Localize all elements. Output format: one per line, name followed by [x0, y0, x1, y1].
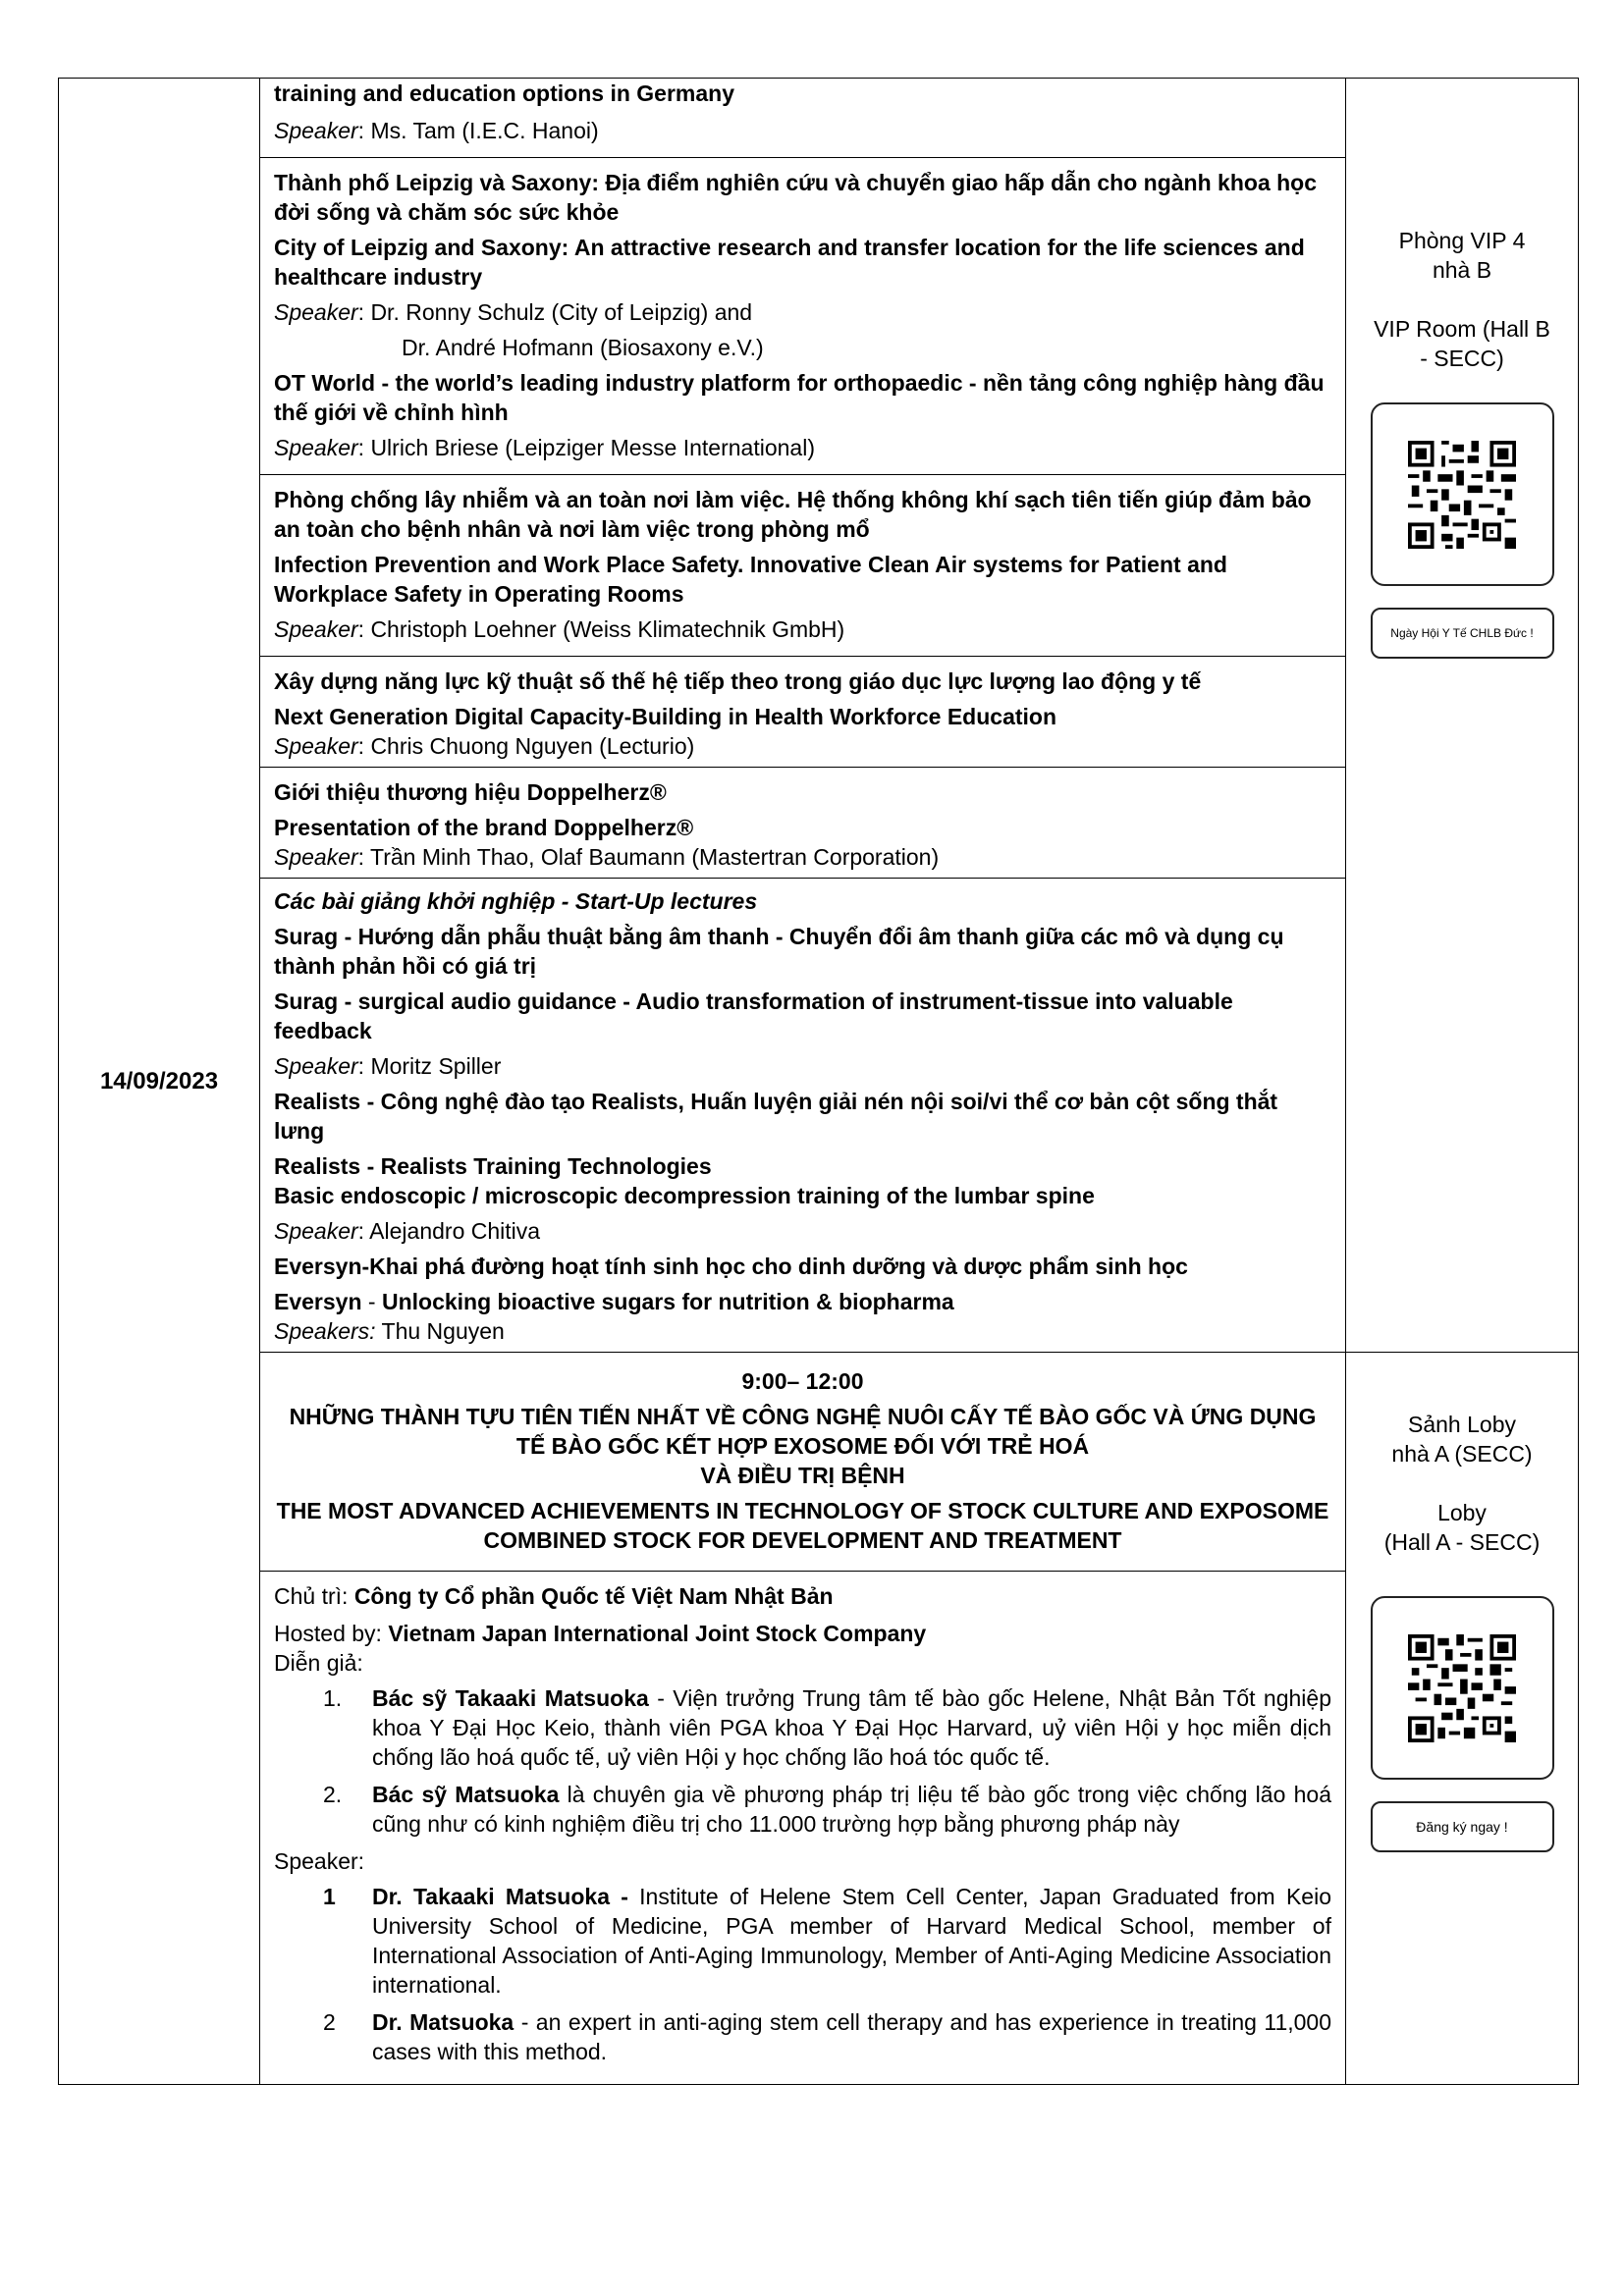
- session-header: [260, 1353, 1345, 1571]
- list-item: [274, 1882, 1331, 2000]
- room-building-vi: nhà A (SECC): [1391, 1441, 1533, 1467]
- speaker-name: Dr. André Hofmann (Biosaxony e.V.): [402, 335, 764, 360]
- room-info-1: [1346, 226, 1578, 373]
- session-details: [260, 1571, 1345, 2084]
- session-cell: [260, 1353, 1346, 2085]
- hosted-value: Vietnam Japan International Joint Stock Company: [388, 1621, 927, 1646]
- event-date: 14/09/2023: [99, 1067, 219, 1095]
- list-number: 2: [323, 2009, 336, 2035]
- qr-code-icon: [1408, 1634, 1516, 1742]
- talk-title-vi: Realists - Công nghệ đào tạo Realists, Huấn luyện giải nén nội soi/vi thể cơ bản cột sống thắt lưng: [274, 1089, 1278, 1144]
- room-building-vi: nhà B: [1432, 257, 1492, 283]
- list-number: 1: [323, 1884, 336, 1909]
- list-item: [274, 2007, 1331, 2066]
- speaker-label: Speaker: [274, 733, 358, 759]
- room-cell-1: [1346, 79, 1579, 1353]
- speaker-name: : Trần Minh Thao, Olaf Baumann (Mastertran Corporation): [357, 844, 940, 870]
- room-info-2: [1346, 1410, 1578, 1557]
- speaker-name: Bác sỹ Takaaki Matsuoka: [372, 1685, 649, 1711]
- speaker-label: Speaker: [274, 1218, 358, 1244]
- chair-label: Chủ trì:: [274, 1583, 354, 1609]
- talk-title-vi: Eversyn-Khai phá đường hoạt tính sinh học cho dinh dưỡng và dược phẩm sinh học: [274, 1254, 1188, 1279]
- separator: -: [361, 1289, 382, 1314]
- talk-title-vi: Surag - Hướng dẫn phẫu thuật bằng âm thanh - Chuyển đổi âm thanh giữa các mô và dụng cụ thành phản hồi có giá trị: [274, 924, 1284, 979]
- room-name-en: Loby: [1437, 1500, 1487, 1525]
- talk-title-en: Eversyn: [274, 1289, 362, 1314]
- talk-title-en: Infection Prevention and Work Place Safety. Innovative Clean Air systems for Patient and Workplace Safety in Operating Rooms: [274, 552, 1227, 607]
- talk-title-en: Next Generation Digital Capacity-Building in Health Workforce Education: [274, 704, 1057, 729]
- session-time: 9:00– 12:00: [741, 1368, 864, 1394]
- speaker-label: Speaker: [274, 616, 358, 642]
- speaker-name: : Christoph Loehner (Weiss Klimatechnik GmbH): [357, 616, 845, 642]
- en-speaker-list: [274, 1882, 1331, 2066]
- speaker-name: : Ms. Tam (I.E.C. Hanoi): [357, 118, 599, 143]
- speaker-label: Speaker: [274, 299, 358, 325]
- talk-title-vi: Phòng chống lây nhiễm và an toàn nơi làm việc. Hệ thống không khí sạch tiên tiến giúp đảm bảo an toàn cho bệnh nhân và nơi làm việc trong phòng mổ: [274, 487, 1312, 542]
- room-building-en: - SECC): [1420, 346, 1504, 371]
- vi-speakers-label: Diễn giả:: [274, 1650, 363, 1676]
- speaker-name: : Alejandro Chitiva: [357, 1218, 541, 1244]
- speaker-desc: - an expert in anti-aging stem cell therapy and has experience in treating 11,000 cases with this method.: [372, 2009, 1332, 2064]
- speaker-name: : Moritz Spiller: [357, 1053, 502, 1079]
- speaker-label: Speaker: [274, 118, 358, 143]
- speaker-name: : Chris Chuong Nguyen (Lecturio): [357, 733, 695, 759]
- program-table: [58, 78, 1579, 2085]
- startup-lectures: [260, 878, 1345, 1352]
- speaker-name: Dr. Matsuoka: [372, 2009, 514, 2035]
- list-item: [274, 1683, 1331, 1772]
- room-cell-2: [1346, 1353, 1579, 2085]
- speaker-label: Speaker: [274, 1053, 358, 1079]
- talk-2: [260, 157, 1345, 474]
- speaker-desc: - Viện trưởng Trung tâm tế bào gốc Helene, Nhật Bản Tốt nghiệp khoa Y Đại Học Keio, thành viên PGA khoa Y Đại Học Harvard, uỷ viên Hội y học miễn dịch chống lão hoá quốc tế, uỷ viên Hội y học chống lão hoá tóc quốc tế.: [372, 1685, 1331, 1770]
- talk-title-vi: Xây dựng năng lực kỹ thuật số thế hệ tiếp theo trong giáo dục lực lượng lao động y tế: [274, 668, 1202, 694]
- talk-title-en: Surag - surgical audio guidance - Audio transformation of instrument-tissue into valuable feedback: [274, 988, 1233, 1043]
- speaker-name: Dr. Takaaki Matsuoka -: [372, 1884, 628, 1909]
- talk-5: [260, 767, 1345, 878]
- vi-speaker-list: [274, 1683, 1331, 1839]
- session-title-en: THE MOST ADVANCED ACHIEVEMENTS IN TECHNOLOGY OF STOCK CULTURE AND EXPOSOME COMBINED STOCK FOR DEVELOPMENT AND TREATMENT: [276, 1498, 1329, 1553]
- talk-title-en: City of Leipzig and Saxony: An attractive research and transfer location for the life sciences and healthcare industry: [274, 235, 1305, 290]
- chair-value: Công ty Cổ phần Quốc tế Việt Nam Nhật Bản: [353, 1583, 834, 1609]
- talk-3: [260, 474, 1345, 656]
- speaker-name: : Ulrich Briese (Leipziger Messe International): [357, 435, 815, 460]
- speaker-desc: là chuyên gia về phương pháp trị liệu tế bào gốc trong việc chống lão hoá cũng như có kinh nghiệm điều trị cho 11.000 trường hợp bằng phương pháp này: [372, 1782, 1332, 1837]
- speaker-label: Speaker: [274, 435, 358, 460]
- talk-title-en: Unlocking bioactive sugars for nutrition & biopharma: [381, 1289, 954, 1314]
- session-title-vi-2: VÀ ĐIỀU TRỊ BỆNH: [700, 1463, 905, 1488]
- list-number: 1.: [323, 1685, 343, 1711]
- talk-title-vi: Giới thiệu thương hiệu Doppelherz®: [274, 779, 667, 805]
- room-name-vi: Sảnh Loby: [1408, 1412, 1516, 1437]
- speaker-label: Speaker: [274, 844, 358, 870]
- qr-code-2[interactable]: [1371, 1596, 1554, 1780]
- list-item: [274, 1780, 1331, 1839]
- talk-1: [260, 79, 1345, 157]
- talk-4: [260, 656, 1345, 767]
- speaker-name: Thu Nguyen: [375, 1318, 505, 1344]
- speaker-name: : Dr. Ronny Schulz (City of Leipzig) and: [357, 299, 753, 325]
- talk-title-en: Realists - Realists Training Technologies: [274, 1153, 712, 1179]
- session-title-vi: NHỮNG THÀNH TỰU TIÊN TIẾN NHẤT VỀ CÔNG NGHỆ NUÔI CẤY TẾ BÀO GỐC VÀ ỨNG DỤNG TẾ BÀO GỐC KẾT HỢP EXOSOME ĐỐI VỚI TRẺ HOÁ: [289, 1404, 1317, 1459]
- register-button-1[interactable]: Ngày Hội Y Tế CHLB Đức !: [1371, 608, 1554, 659]
- date-cell: [59, 79, 260, 2085]
- register-button-2[interactable]: Đăng ký ngay !: [1371, 1801, 1554, 1852]
- room-name-en: VIP Room (Hall B: [1374, 316, 1550, 342]
- room-building-en: (Hall A - SECC): [1383, 1529, 1541, 1555]
- talk-title: training and education options in Germany: [274, 80, 734, 106]
- list-number: 2.: [323, 1782, 343, 1807]
- qr-code-icon: [1408, 441, 1516, 549]
- en-speakers-label: Speaker:: [274, 1848, 365, 1874]
- hosted-label: Hosted by:: [274, 1621, 389, 1646]
- speaker-desc: Institute of Helene Stem Cell Center, Japan Graduated from Keio University School of Medicine, PGA member of Harvard Medical School, member of International Association of Anti-Aging Immunology, Member of Anti-Aging Medicine Association international.: [372, 1884, 1331, 1998]
- talk-title-en: Basic endoscopic / microscopic decompression training of the lumbar spine: [274, 1183, 1095, 1208]
- talk-title-en: Presentation of the brand Doppelherz®: [274, 815, 694, 840]
- qr-code-1[interactable]: [1371, 402, 1554, 586]
- talk-title: OT World - the world’s leading industry platform for orthopaedic - nền tảng công nghiệp hàng đầu thế giới về chỉnh hình: [274, 370, 1325, 425]
- speaker-name: Bác sỹ Matsuoka: [372, 1782, 560, 1807]
- speakers-label: Speakers:: [274, 1318, 376, 1344]
- startup-heading: Các bài giảng khởi nghiệp - Start-Up lectures: [274, 888, 758, 914]
- talk-title-vi: Thành phố Leipzig và Saxony: Địa điểm nghiên cứu và chuyển giao hấp dẫn cho ngành khoa học đời sống và chăm sóc sức khỏe: [274, 170, 1318, 225]
- room-name-vi: Phòng VIP 4: [1398, 228, 1526, 253]
- talks-cell: [260, 79, 1346, 1353]
